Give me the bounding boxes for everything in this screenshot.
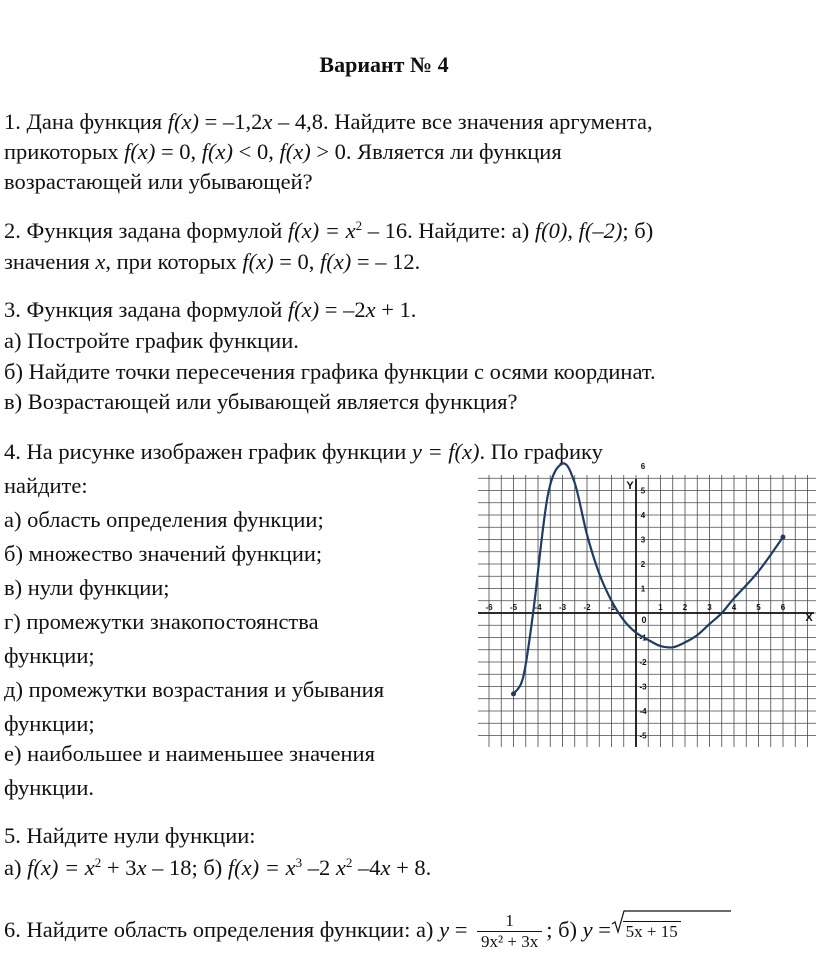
- y-axis-label: Y: [626, 480, 634, 492]
- x-tick-label: -3: [558, 603, 567, 612]
- task1-line2: прикоторых f(x) = 0, f(x) < 0, f(x) > 0. Является ли функция: [4, 139, 562, 164]
- x-tick-label: 5: [756, 603, 761, 612]
- y-tick-label: 4: [640, 511, 646, 520]
- y-tick-label: -4: [639, 707, 647, 716]
- task4-item: функции;: [4, 711, 95, 736]
- x-tick-label: 2: [682, 603, 688, 612]
- square-root: 5x + 15: [623, 912, 681, 952]
- task4-item: в) нули функции;: [4, 575, 170, 600]
- task4-item: найдите:: [4, 473, 88, 498]
- task5-line2: а) $f(x) = x^2 + 3x - 18$; б) $f(x) = x^3$ –2 $x^2$ –4x + 8.: [4, 855, 432, 880]
- fraction: $\frac{1}{\text{9x² + 3x}}$: [477, 911, 542, 952]
- x-axis-label: X: [805, 612, 813, 624]
- origin-label: 0: [641, 615, 647, 625]
- task4-item: а) область определения функции;: [4, 507, 324, 532]
- y-tick-label: -3: [639, 682, 647, 692]
- x-tick-label: 3: [707, 603, 712, 612]
- y-tick-label: 3: [640, 535, 646, 545]
- task1-line1: 1. Дана функция f(x) = –1,2x – 4,8. Найдите все значения аргумента,: [4, 109, 653, 134]
- x-tick-label: -2: [583, 603, 591, 612]
- task4-item: д) промежутки возрастания и убывания: [4, 677, 385, 702]
- y-tick-label: 1: [640, 584, 646, 594]
- task4-item: функции;: [4, 643, 95, 668]
- task3-a: а) Постройте график функции.: [4, 328, 299, 353]
- y-tick-label: 6: [640, 462, 646, 471]
- task4-item: б) множество значений функции;: [4, 541, 323, 566]
- y-tick-label: -2: [639, 658, 647, 667]
- x-tick-label: 4: [731, 603, 737, 612]
- task4-line1: 4. На рисунке изображен график функции y = f(x). По графику: [4, 439, 603, 464]
- task1-line3: возрастающей или убывающей?: [4, 169, 313, 194]
- curve-endpoint-left: [511, 691, 516, 696]
- x-tick-label: -5: [509, 603, 518, 612]
- y-tick-label: -1: [639, 633, 647, 643]
- y-tick-label: 5: [640, 486, 646, 496]
- task4-item: функции.: [4, 775, 94, 800]
- x-tick-label: -6: [485, 603, 493, 612]
- radical-sign-icon: [611, 910, 625, 934]
- x-tick-label: 6: [780, 603, 786, 612]
- y-tick-label: -5: [639, 731, 647, 741]
- x-tick-label: -4: [534, 603, 542, 612]
- task6-line: 6. Найдите область определения функции: а) y = $\frac{1}{\text{9x² + 3x}}$ ; б) y = 5x + 15: [4, 910, 681, 952]
- function-graph: [478, 462, 816, 747]
- curve-endpoint-right: [781, 535, 786, 540]
- x-tick-label: 1: [658, 603, 663, 612]
- y-tick-label: 2: [640, 560, 646, 569]
- task4-item: г) промежутки знакопостоянства: [4, 609, 319, 634]
- task3-b: б) Найдите точки пересечения графика функции с осями координат.: [4, 359, 656, 384]
- task4-item: е) наибольшее и наименьшее значения: [4, 741, 375, 766]
- task2-line1: 2. Функция задана формулой $f(x) = x^2 - 16$. Найдите: а) f(0), f(–2); б): [4, 218, 654, 243]
- x-tick-label: -1: [607, 603, 616, 612]
- task5-line1: 5. Найдите нули функции:: [4, 823, 256, 848]
- variant-title: Вариант № 4: [319, 52, 449, 77]
- task2-line2: значения x, при которых f(x) = 0, f(x) = – 12.: [4, 249, 421, 274]
- task3-c: в) Возрастающей или убывающей является функция?: [4, 389, 518, 414]
- task3-line1: 3. Функция задана формулой f(x) = –2x + 1.: [4, 297, 417, 322]
